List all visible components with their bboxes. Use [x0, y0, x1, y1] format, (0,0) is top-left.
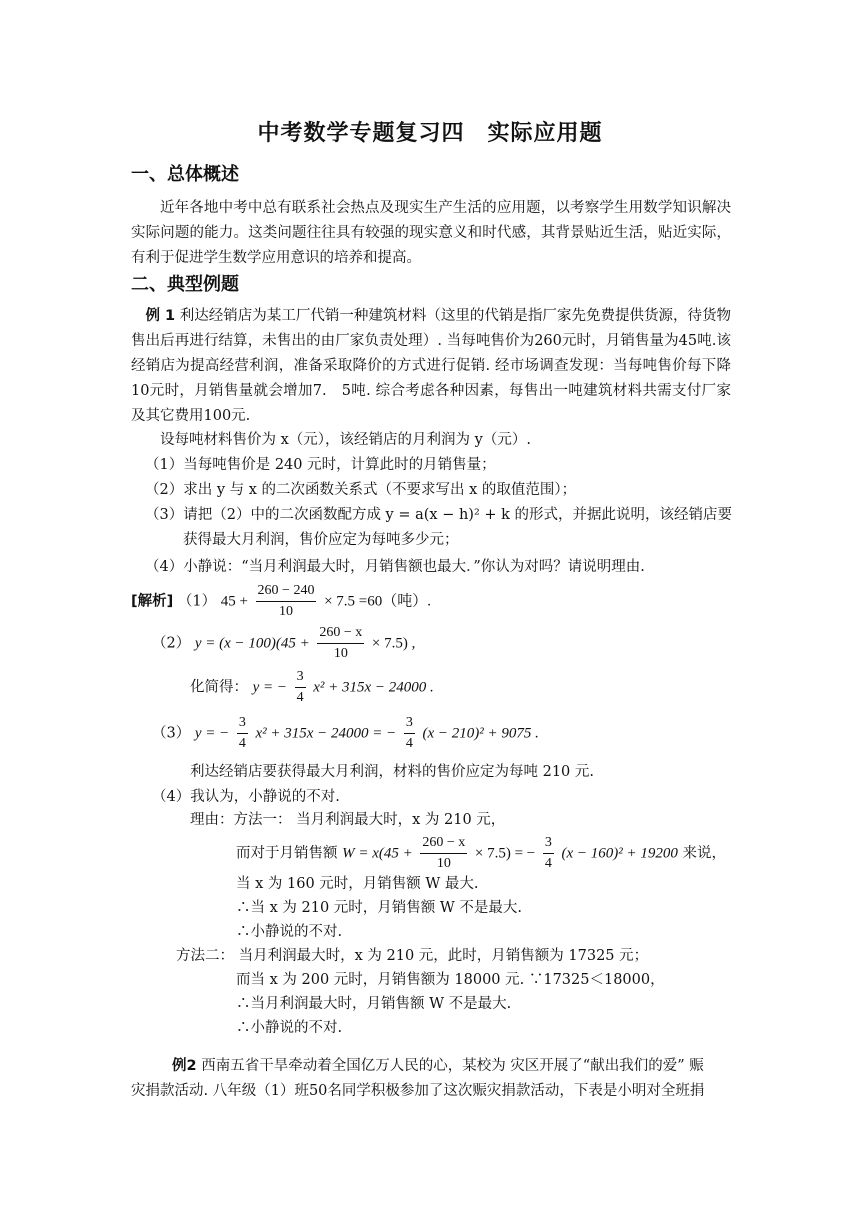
fraction-numerator: 260 − x	[420, 834, 467, 854]
example-2-line-2: 灾捐款活动. 八年级（1）班50名同学积极参加了这次赈灾捐款活动，下表是小明对全班捐	[131, 1083, 705, 1099]
example-1-text: 利达经销店为某工厂代销一种建筑材料（这里的代销是指厂家先免费提供货源，待货物售出后再进行结算，未售出的由厂家负责处理）. 当每吨售价为260元时，月销售量为45吨.该经销店为提高经营利润，准备采取降价的方式进行促销. 经市场调查发现：当每吨售价每下降10元时，月销售量就会增加7. 5吨. 综合考虑各种因素，每售出一吨建筑材料共需支付厂家及其它费用100元.	[131, 308, 732, 424]
method-1-line-2-expr-a: W = x(45 +	[342, 845, 413, 862]
simplified-expr-a: y = −	[252, 679, 288, 696]
simplified-expr-b: x² + 315x − 24000 .	[313, 679, 434, 696]
fraction-denominator: 10	[436, 856, 451, 871]
method-1-fraction-1	[420, 834, 467, 873]
solution-3-prefix: （3）	[152, 725, 191, 742]
method-1-line-2-expr-b: × 7.5) = −	[474, 845, 536, 862]
fraction-denominator: 4	[544, 856, 552, 871]
question-2: （2）求出 y 与 x 的二次函数关系式（不要求写出 x 的取值范围）；	[145, 482, 577, 498]
question-4: （4）小静说：“当月利润最大时，月销售额也最大．”你认为对吗？请说明理由.	[145, 559, 645, 575]
solution-3-text: 利达经销店要获得最大月利润，材料的售价应定为每吨 210 元.	[190, 764, 595, 780]
solution-label: [解析]	[131, 593, 174, 610]
fraction-denominator: 10	[333, 646, 348, 661]
method-2-line-1: 当月利润最大时，x 为 210 元，此时，月销售额为 17325 元；	[238, 948, 649, 964]
solution-2-expr-b: × 7.5) ,	[371, 635, 416, 652]
method-2-line-3: ∴当月利润最大时，月销售额 W 不是最大.	[236, 996, 512, 1012]
question-3-line-1: （3）请把（2）中的二次函数配方成 y = a(x − h)² + k 的形式，并据此说明，该经销店要	[145, 507, 733, 523]
example-2-label: 例2	[172, 1058, 197, 1074]
example-1-label: 例 1	[145, 308, 176, 324]
fraction-denominator: 10	[279, 604, 293, 619]
method-2-label: 方法二：	[176, 948, 234, 964]
method-1-line-2-suffix: 来说，	[682, 845, 726, 862]
method-1-line-2-prefix: 而对于月销售额	[236, 845, 338, 862]
solution-1-prefix: （1）	[177, 593, 217, 610]
question-1: （1）当每吨售价是 240 元时，计算此时的月销售量；	[145, 457, 496, 473]
solution-2-row	[152, 624, 415, 663]
fraction-numerator: 3	[295, 668, 306, 688]
fraction-numerator: 3	[237, 714, 248, 734]
fraction-numerator: 260 − 240	[256, 582, 317, 602]
solution-4-heading: （4）我认为，小静说的不对.	[152, 789, 340, 805]
example-1-setup: 设每吨材料售价为 x（元），该经销店的月利润为 y（元）.	[160, 432, 531, 448]
simplified-fraction	[295, 668, 306, 707]
solution-2-expr-a: y = (x − 100)(45 +	[194, 635, 310, 652]
simplified-prefix: 化简得：	[190, 679, 248, 696]
solution-3-row	[152, 714, 539, 753]
fraction-denominator: 4	[405, 736, 413, 751]
method-1-line-4: ∴当 x 为 210 元时，月销售额 W 不是最大.	[236, 900, 523, 916]
fraction-numerator: 260 − x	[317, 624, 364, 644]
solution-3-expr-c: (x − 210)² + 9075 .	[422, 725, 539, 742]
fraction-numerator: 3	[404, 714, 415, 734]
method-2-line-2: 而当 x 为 200 元时，月销售额为 18000 元. ∵17325＜18000，	[236, 972, 665, 988]
example-1-paragraph	[131, 304, 731, 429]
solution-3-fraction-1	[237, 714, 248, 753]
method-1-line-2	[236, 834, 726, 873]
method-1-line-2-expr-c: (x − 160)² + 19200	[561, 845, 678, 862]
solution-2-fraction	[317, 624, 364, 663]
question-3-line-2: 获得最大月利润，售价应定为每吨多少元；	[183, 532, 459, 548]
solution-2-prefix: （2）	[152, 635, 191, 652]
overview-paragraph: 近年各地中考中总有联系社会热点及现实生产生活的应用题，以考察学生用数学知识解决实际问题的能力。这类问题往往具有较强的现实意义和时代感，其背景贴近生活，贴近实际，有利于促进学生数学应用意识的培养和提高。	[131, 200, 731, 266]
fraction-numerator: 3	[543, 834, 554, 854]
solution-2-simplified-row	[190, 668, 434, 707]
section-heading-overview: 一、总体概述	[131, 164, 239, 185]
method-1-line-1: 当月利润最大时，x 为 210 元，	[296, 812, 506, 828]
solution-1-expr-b: × 7.5 =60（吨）.	[324, 593, 431, 610]
method-1-row	[190, 808, 505, 829]
method-2-line-4: ∴小静说的不对.	[236, 1020, 343, 1036]
solution-3-expr-a: y = −	[194, 725, 230, 742]
method-1-line-5: ∴小静说的不对.	[236, 924, 343, 940]
solution-3-fraction-2	[404, 714, 415, 753]
solution-1-fraction	[256, 582, 317, 621]
section-heading-examples: 二、典型例题	[131, 274, 239, 295]
solution-3-expr-b: x² + 315x − 24000 = −	[255, 725, 397, 742]
method-2-row	[176, 944, 648, 965]
solution-1-row	[131, 582, 431, 621]
method-1-line-3: 当 x 为 160 元时，月销售额 W 最大.	[236, 876, 479, 892]
method-1-label: 理由：方法一：	[190, 812, 292, 828]
solution-1-expr-a: 45 +	[220, 593, 248, 610]
page-title: 中考数学专题复习四 实际应用题	[257, 121, 603, 146]
example-2-line-1	[172, 1054, 704, 1075]
method-1-fraction-2	[543, 834, 554, 873]
fraction-denominator: 4	[238, 736, 246, 751]
fraction-denominator: 4	[296, 690, 304, 705]
example-2-text-1: 西南五省干旱牵动着全国亿万人民的心，某校为 灾区开展了“献出我们的爱” 赈	[201, 1058, 704, 1074]
